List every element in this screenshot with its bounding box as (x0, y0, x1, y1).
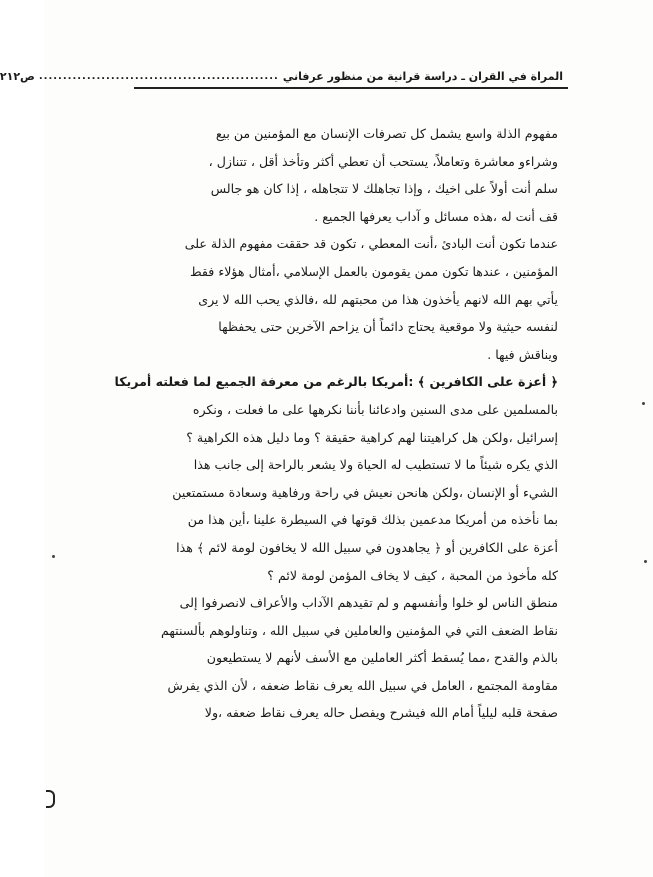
header-book-title: المراة في القران ـ دراسة قرانية من منظور عرفاني (282, 70, 563, 83)
text-line: مقاومة المجتمع ، العامل في سبيل الله يعرف نقاط ضعفه ، لأن الذي يفرش (167, 677, 558, 693)
running-header (0, 62, 563, 84)
text-line: سلم أنت أولاً على اخيك ، وإذا تجاهلك لا تتجاهله ، إذا كان هو جالس (210, 181, 558, 197)
text-line: المؤمنين ، عندها تكون ممن يقومون بالعمل الإسلامي ،أمثال هؤلاء فقط (189, 263, 558, 279)
text-line: وشراءو معاشرة وتعاملاً، يستحب أن تعطي أكثر وتأخذ أقل ، تتنازل ، (208, 153, 558, 169)
body-text (114, 120, 558, 727)
margin-bracket-mark (46, 790, 55, 808)
text-line: بالذم والقدح ،مما يُسقط أكثر العاملين مع الأسف لأنهم لا يستطيعون (206, 650, 558, 666)
text-line: بما نأخذه من أمريكا مدعمين بذلك قوتها في السيطرة علينا ،أين هذا من (187, 512, 558, 528)
header-leader-dots: .................................................. (38, 71, 279, 82)
text-line: الشيء أو الإنسان ،ولكن هانحن نعيش في راحة ورفاهية وسعادة مستمتعين (172, 484, 558, 500)
text-line: ﴿ أعزة على الكافرين ﴾ :أمريكا بالرغم من معرفة الجميع لما فعلته أمريكا (114, 374, 558, 390)
text-line: منطق الناس لو خلوا وأنفسهم و لم تقيدهم الآداب والأعراف لانصرفوا إلى (179, 595, 558, 611)
text-line: كله مأخوذ من المحبة ، كيف لا يخاف المؤمن لومة لائم ؟ (267, 567, 558, 583)
text-line: إسرائيل ،ولكن هل كراهيتنا لهم كراهية حقيقة ؟ وما دليل هذه الكراهية ؟ (186, 429, 558, 445)
header-rule (134, 87, 568, 89)
text-line: نقاط الضعف التي في المؤمنين والعاملين في سبيل الله ، وتناولوهم بألسنتهم (160, 622, 558, 638)
text-line: لنفسه حيثية ولا موقعية يحتاج دائماً أن يزاحم الآخرين حتى يحفظها (218, 319, 558, 335)
scan-speck (52, 555, 55, 558)
text-line: صفحة قلبه ليلياً أمام الله فيشرح ويفصل حاله يعرف نقاط ضعفه ،ولا (204, 705, 558, 721)
text-line: يأتي بهم الله لانهم يأخذون هذا من محبتهم لله ،فالذي يحب الله لا يرى (198, 291, 558, 307)
text-line: ويناقش فيها . (487, 346, 558, 362)
header-page-number: ص٢١٢ (0, 70, 35, 83)
text-line: قف أنت له ،هذه مسائل و آداب يعرفها الجميع . (314, 208, 558, 224)
text-line: مفهوم الذلة واسع يشمل كل تصرفات الإنسان مع المؤمنين من بيع (215, 126, 558, 141)
scan-speck (644, 560, 647, 563)
text-line: بالمسلمين على مدى السنين وادعائنا بأننا نكرهها على ما فعلت ، ونكره (192, 401, 558, 417)
scan-speck (642, 402, 645, 405)
text-line: عندما تكون أنت البادئ ،أنت المعطي ، تكون قد حققت مفهوم الذلة على (184, 236, 558, 252)
text-line: الذي يكره شيئاً ما لا تستطيب له الحياة ولا يشعر بالراحة إلى جانب هذا (193, 457, 558, 473)
text-line: أعزة على الكافرين أو ﴿ يجاهدون في سبيل الله لا يخافون لومة لائم ﴾ هذا (176, 539, 558, 555)
